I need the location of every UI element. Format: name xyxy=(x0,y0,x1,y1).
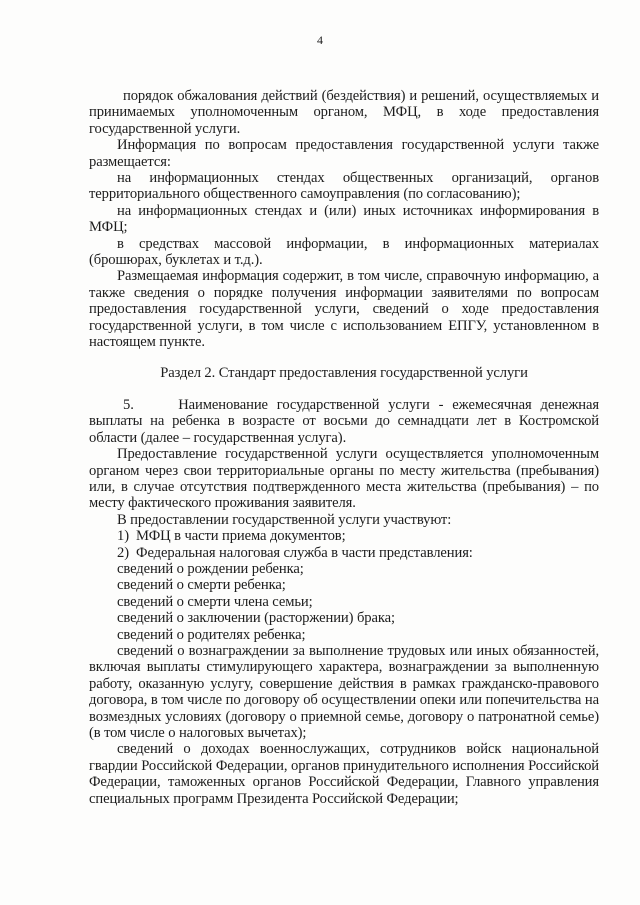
page-number: 4 xyxy=(317,33,323,47)
paragraph-mass-media: в средствах массовой информации, в информационных материалах (брошюрах, буклетах и т.д.). xyxy=(89,235,599,269)
list-item-mfc: 1) МФЦ в части приема документов; xyxy=(117,528,346,545)
section-heading: Раздел 2. Стандарт предоставления государственной услуги xyxy=(160,364,528,381)
paragraph-participants: В предоставлении государственной услуги участвуют: xyxy=(117,511,452,528)
list-item-tax-service: 2) Федеральная налоговая служба в части представления: xyxy=(117,544,473,561)
list-item-child-death-info: сведений о смерти ребенка; xyxy=(117,577,286,594)
list-item-marriage-info: сведений о заключении (расторжении) брака; xyxy=(117,610,395,627)
paragraph-military-income-info: сведений о доходах военнослужащих, сотрудников войск национальной гвардии Российской Федерации, органов принудительного исполнения Российской Федерации, таможенных органов Российской Федерации, Главного управления специальных программ Президента Российской Федерации; xyxy=(89,741,599,807)
list-item-birth-info: сведений о рождении ребенка; xyxy=(117,560,304,577)
paragraph-public-org-stands: на информационных стендах общественных организаций, органов территориального общественного самоуправления (по согласованию); xyxy=(89,170,599,203)
paragraph-mfc-stands: на информационных стендах и (или) иных источниках информирования в МФЦ; xyxy=(89,202,599,236)
paragraph-info-placement: Информация по вопросам предоставления государственной услуги также размещается: xyxy=(89,137,599,170)
document-body xyxy=(89,88,599,807)
paragraph-service-name: 5. Наименование государственной услуги - ежемесячная денежная выплаты на ребенка в возрасте от восьми до семнадцати лет в Костромской области (далее – государственная услуга). xyxy=(89,396,599,446)
paragraph-remuneration-info: сведений о вознаграждении за выполнение трудовых или иных обязанностей, включая выплаты стимулирующего характера, вознаграждении за выполненную работу, оказанную услугу, совершение действия в рамках гражданско-правового договора, в том числе по договору об осуществлении опеки или попечительства на возмездных условиях (договору о приемной семье, договору о патронатной семье) (в том числе о налоговых вычетах); xyxy=(89,643,599,742)
paragraph-appeal-procedure: порядок обжалования действий (бездействия) и решений, осуществляемых и принимаемых уполномоченным органом, МФЦ, в ходе предоставления государственной услуги. xyxy=(89,88,599,137)
paragraph-service-provider: Предоставление государственной услуги осуществляется уполномоченным органом через свои территориальные органы по месту жительства (пребывания) или, в случае отсутствия подтвержденного места жительства (пребывания) – по месту фактического проживания заявителя. xyxy=(89,446,599,512)
paragraph-info-content: Размещаемая информация содержит, в том числе, справочную информацию, а также сведения о порядке получения информации заявителями по вопросам предоставления государственной услуги, сведений о ходе предоставления государственной услуги, в том числе с использованием ЕПГУ, установленном в настоящем пункте. xyxy=(89,268,599,351)
list-item-parents-info: сведений о родителях ребенка; xyxy=(117,626,306,643)
list-item-family-death-info: сведений о смерти члена семьи; xyxy=(117,593,313,610)
